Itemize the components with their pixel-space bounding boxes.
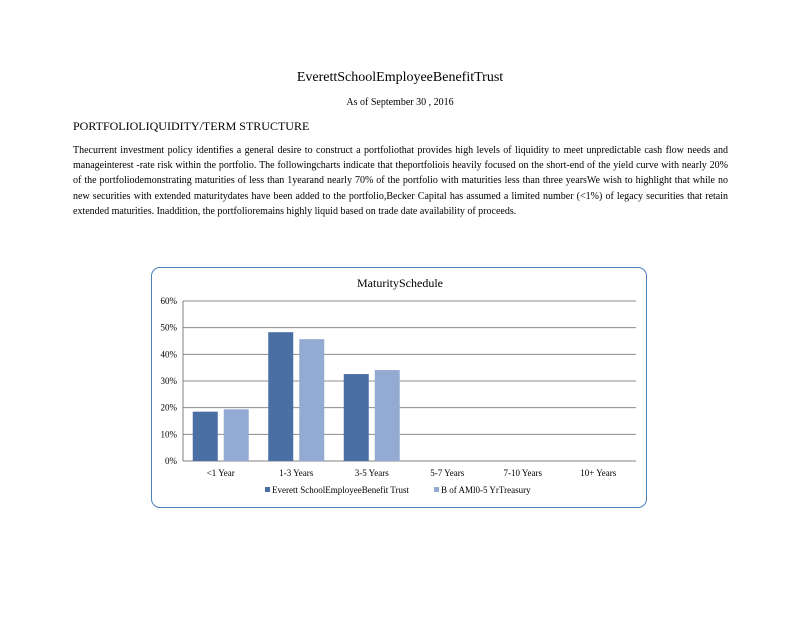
y-tick-label: 50%	[160, 322, 177, 333]
bar	[344, 374, 369, 461]
y-tick-label: 60%	[160, 296, 177, 306]
legend-label: B of AMl0-5 YrTreasury	[441, 485, 531, 495]
x-tick-label: 3-5 Years	[354, 468, 389, 478]
x-tick-label: 10+ Years	[580, 468, 617, 478]
bar	[299, 339, 324, 461]
x-tick-label: 5-7 Years	[430, 468, 465, 478]
bar	[268, 332, 293, 461]
bar	[193, 412, 218, 461]
legend-swatch	[434, 487, 439, 492]
maturity-chart-svg	[152, 268, 648, 509]
bar	[375, 370, 400, 461]
y-tick-label: 30%	[160, 376, 177, 386]
bar	[224, 409, 249, 461]
y-tick-label: 20%	[160, 402, 177, 413]
x-tick-label: <1 Year	[206, 468, 235, 478]
legend-swatch	[265, 487, 270, 492]
y-tick-label: 40%	[160, 349, 177, 360]
y-tick-label: 0%	[165, 456, 177, 466]
x-tick-label: 1-3 Years	[279, 468, 314, 478]
document-title: EverettSchoolEmployeeBenefitTrust	[296, 70, 504, 85]
y-tick-label: 10%	[160, 429, 177, 440]
x-tick-label: 7-10 Years	[503, 468, 543, 478]
maturity-chart	[151, 267, 647, 508]
document-date: As of September 30 , 2016	[346, 97, 454, 108]
chart-title: MaturitySchedule	[357, 276, 443, 290]
section-paragraph: Thecurrent investment policy identifies a general desire to construct a portfoliothat provides high levels of liquidity to meet unpredictable cash flow needs and manageinterest -rate risk within the portfolio. The followingcharts indicate that theportfoliois heavily focused on the short-end of the yield curve with nearly 20% of the portfoliodemonstrating maturities of less than 1yearand nearly 70% of the portfolio with maturities less than three yearsWe wish to highlight that while no new securities with extended maturitydates have been added to the portfolio,Becker Capital has assumed a limited number (<1%) of legacy securities that retain extended maturities. Inaddition, the portfolioremains highly liquid based on trade date availability of proceeds.	[73, 145, 728, 217]
section-heading: PORTFOLIOLIQUIDITY/TERM STRUCTURE	[73, 119, 310, 133]
legend-label: Everett SchoolEmployeeBenefit Trust	[272, 485, 409, 495]
